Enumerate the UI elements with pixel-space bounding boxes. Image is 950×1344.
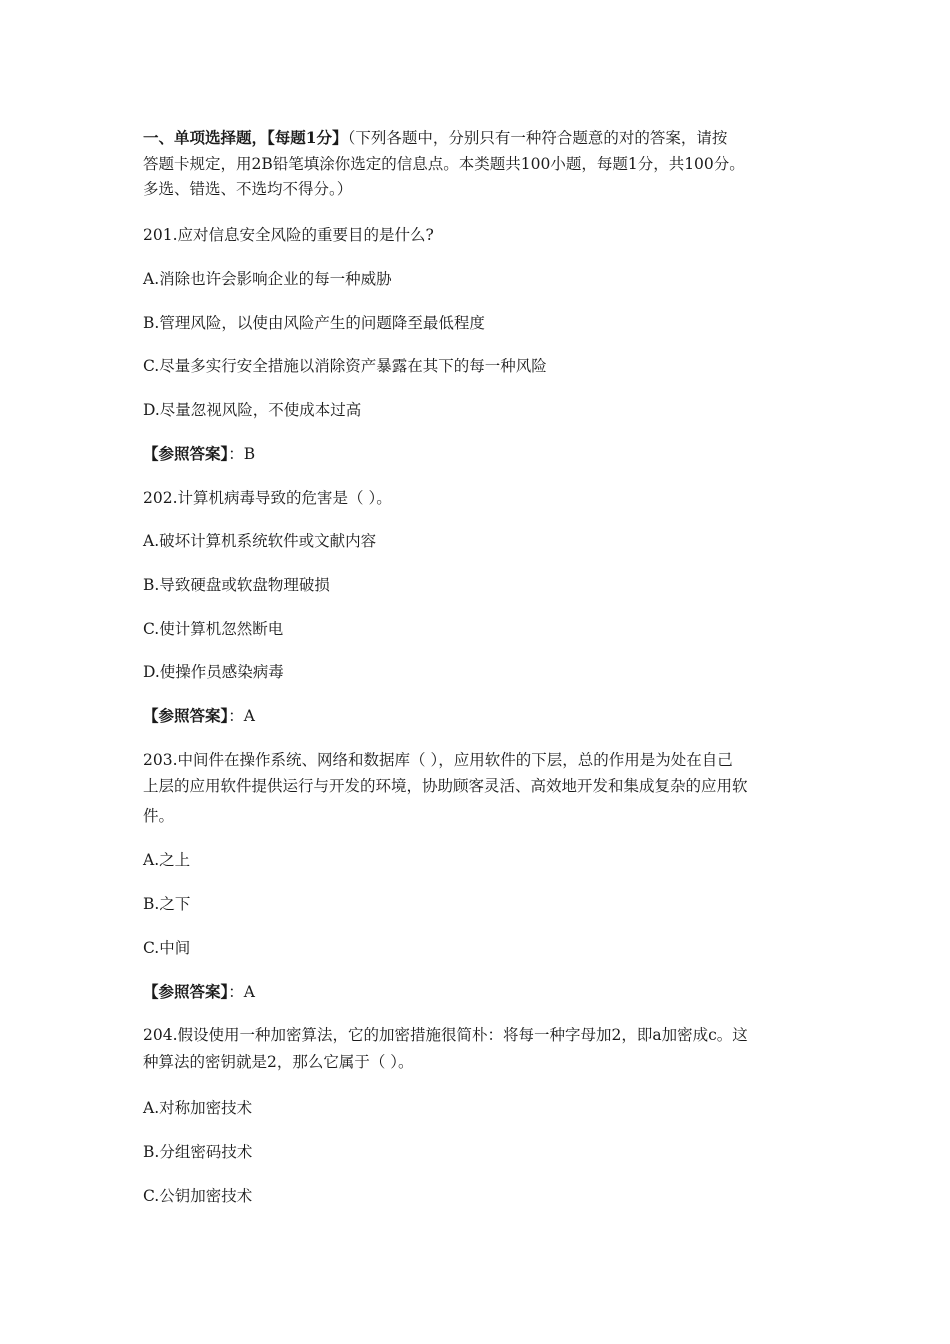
question-option: C.公钥加密技术 xyxy=(143,1187,253,1205)
answer-label: 【参照答案】 xyxy=(143,706,229,725)
question-option: B.管理风险，以使由风险产生的问题降至最低程度 xyxy=(143,314,485,332)
score-tag: 【每题1分】 xyxy=(267,128,348,147)
question-stem: 种算法的密钥就是2，那么它属于（ ）。 xyxy=(143,1053,414,1071)
reference-answer xyxy=(143,981,813,1003)
question-option: B.之下 xyxy=(143,895,191,913)
question-option: C.尽量多实行安全措施以消除资产暴露在其下的每一种风险 xyxy=(143,357,547,375)
answer-value: ：A xyxy=(228,983,255,1001)
section-header-line-2: 答题卡规定，用2B铅笔填涂你选定的信息点。本类题共100小题，每题1分，共100分。 xyxy=(143,155,745,173)
section-header-line-1 xyxy=(143,127,813,149)
section-header-line-3: 多选、错选、不选均不得分。） xyxy=(143,180,353,198)
section-instruction: （下列各题中，分别只有一种符合题意的对的答案，请按 xyxy=(347,129,728,147)
question-option: A.消除也许会影响企业的每一种威胁 xyxy=(143,270,392,288)
question-option: C.使计算机忽然断电 xyxy=(143,620,284,638)
question-stem: 件。 xyxy=(143,807,175,825)
question-option: B.分组密码技术 xyxy=(143,1143,253,1161)
question-option: D.尽量忽视风险，不使成本过高 xyxy=(143,401,362,419)
question-stem: 202.计算机病毒导致的危害是（ ）。 xyxy=(143,489,392,507)
answer-value: ：A xyxy=(228,707,255,725)
question-option: B.导致硬盘或软盘物理破损 xyxy=(143,576,330,594)
question-stem: 201.应对信息安全风险的重要目的是什么? xyxy=(143,226,434,244)
question-stem: 204.假设使用一种加密算法，它的加密措施很简朴：将每一种字母加2，即a加密成c。这 xyxy=(143,1026,748,1044)
answer-label: 【参照答案】 xyxy=(143,982,229,1001)
section-title: 一、单项选择题， xyxy=(143,128,268,147)
question-option: A.之上 xyxy=(143,851,191,869)
question-stem: 203.中间件在操作系统、网络和数据库（ ），应用软件的下层，总的作用是为处在自己 xyxy=(143,751,733,769)
answer-label: 【参照答案】 xyxy=(143,444,229,463)
reference-answer xyxy=(143,443,813,465)
question-option: D.使操作员感染病毒 xyxy=(143,663,284,681)
answer-value: ：B xyxy=(228,445,256,463)
question-option: A.对称加密技术 xyxy=(143,1099,253,1117)
question-stem: 上层的应用软件提供运行与开发的环境，协助顾客灵活、高效地开发和集成复杂的应用软 xyxy=(143,777,748,795)
reference-answer xyxy=(143,705,813,727)
question-option: C.中间 xyxy=(143,939,191,957)
question-option: A.破坏计算机系统软件或文献内容 xyxy=(143,532,377,550)
